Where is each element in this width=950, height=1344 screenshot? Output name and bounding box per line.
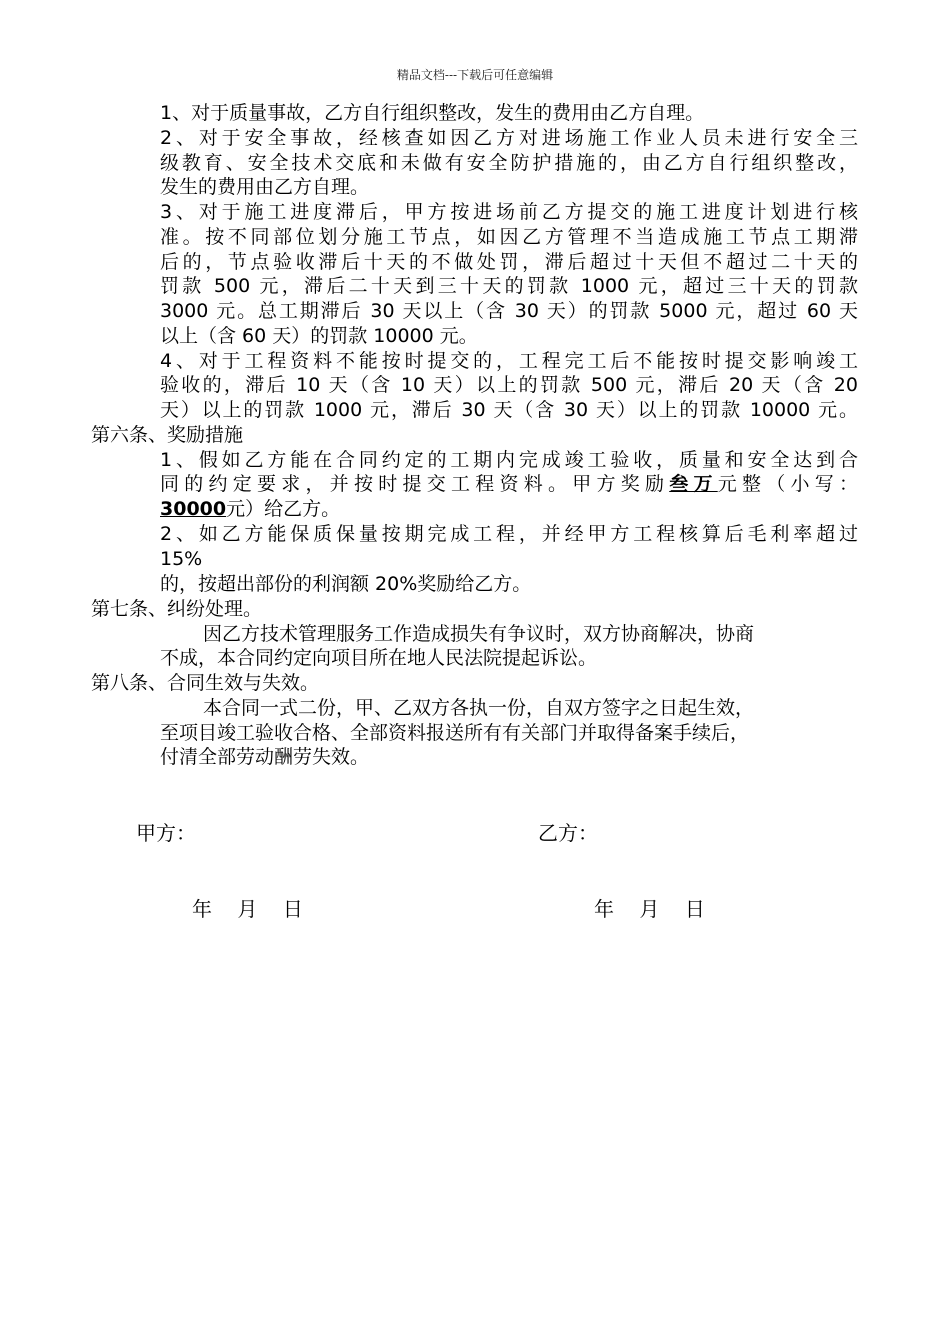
clause-line: 3、对于施工进度滞后，甲方按进场前乙方提交的施工进度计划进行核 xyxy=(160,201,858,223)
clause-line: 准。按不同部位划分施工节点，如因乙方管理不当造成施工节点工期滞 xyxy=(160,226,858,248)
clause-line: 发生的费用由乙方自理。 xyxy=(160,176,370,198)
party-a-label: 甲方： xyxy=(136,821,196,845)
clause-text: 元整（小写： xyxy=(717,473,858,495)
clause-line: 罚款 500 元，滞后二十天到三十天的罚款 1000 元，超过三十天的罚款 xyxy=(160,275,858,297)
clause-line: 付清全部劳动酬劳失效。 xyxy=(160,746,370,768)
clause-line: 不成，本合同约定向项目所在地人民法院提起诉讼。 xyxy=(160,647,598,669)
clause-line: 4、对于工程资料不能按时提交的，工程完工后不能按时提交影响竣工 xyxy=(160,350,858,372)
clause-line: 以上（含 60 天）的罚款 10000 元。 xyxy=(160,325,478,347)
clause-line: 15% xyxy=(160,548,203,570)
clause-text: 元）给乙方。 xyxy=(226,498,341,520)
section-title: 第六条、奖励措施 xyxy=(91,424,244,446)
clause-text: 同的约定要求，并按时提交工程资料。甲方奖励 xyxy=(160,473,670,495)
reward-amount-words: 叁万 xyxy=(669,473,718,495)
reward-amount-figures: 30000 xyxy=(160,498,227,520)
clause-line: 本合同一式二份，甲、乙双方各执一份，自双方签字之日起生效， xyxy=(203,697,755,719)
clause-line: 2、如乙方能保质保量按期完成工程，并经甲方工程核算后毛利率超过 xyxy=(160,523,858,545)
clause-line: 3000 元。总工期滞后 30 天以上（含 30 天）的罚款 5000 元，超过 60 天 xyxy=(160,300,858,322)
party-b-label: 乙方： xyxy=(538,821,598,845)
clause-line: 验收的，滞后 10 天（含 10 天）以上的罚款 500 元，滞后 20 天（含 20 xyxy=(160,374,858,396)
clause-line xyxy=(160,497,340,521)
clause-line: 的，按超出部份的利润额 20%奖励给乙方。 xyxy=(160,573,532,595)
clause-line: 至项目竣工验收合格、全部资料报送所有有关部门并取得备案手续后， xyxy=(160,722,750,744)
section-title: 第七条、纠纷处理。 xyxy=(91,598,263,620)
clause-line: 1、假如乙方能在合同约定的工期内完成竣工验收，质量和安全达到合 xyxy=(160,449,858,471)
section-title: 第八条、合同生效与失效。 xyxy=(91,672,320,694)
page-header: 精品文档---下载后可任意编辑 xyxy=(396,68,554,82)
clause-line: 2、对于安全事故，经核查如因乙方对进场施工作业人员未进行安全三 xyxy=(160,127,858,149)
party-b-date: 年 月 日 xyxy=(594,897,705,921)
clause-line xyxy=(160,472,858,496)
party-a-date: 年 月 日 xyxy=(192,897,303,921)
clause-line: 因乙方技术管理服务工作造成损失有争议时，双方协商解决，协商 xyxy=(203,623,755,645)
clause-line: 天）以上的罚款 1000 元，滞后 30 天（含 30 天）以上的罚款 10000 元。 xyxy=(160,399,858,421)
clause-line: 级教育、安全技术交底和未做有安全防护措施的，由乙方自行组织整改， xyxy=(160,152,858,174)
clause-line: 1、对于质量事故，乙方自行组织整改，发生的费用由乙方自理。 xyxy=(160,102,705,124)
clause-line: 后的，节点验收滞后十天的不做处罚，滞后超过十天但不超过二十天的 xyxy=(160,251,858,273)
